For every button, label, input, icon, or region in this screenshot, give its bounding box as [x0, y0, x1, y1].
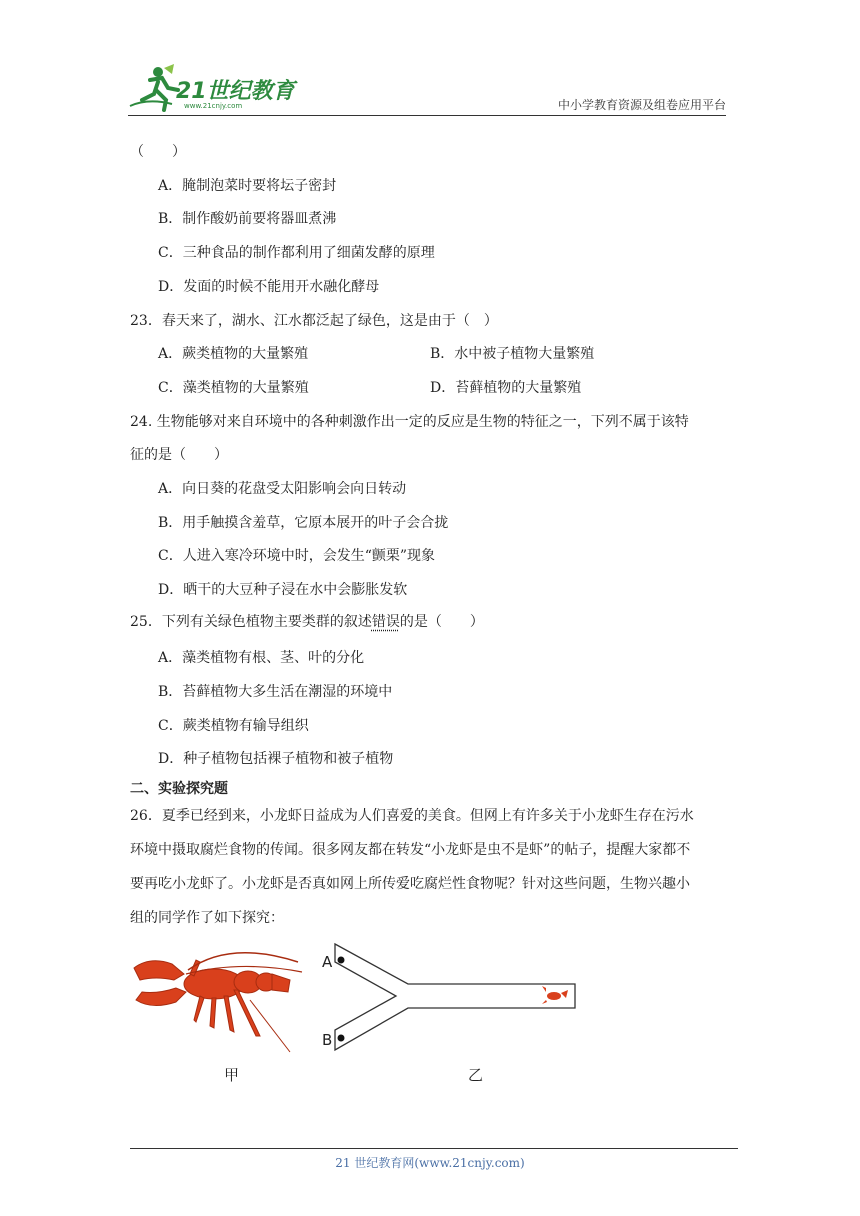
q24-stem-line2: 征的是（ ）	[130, 447, 228, 463]
q25-option-d: D．种子植物包括裸子植物和被子植物	[158, 751, 394, 767]
q25-stem	[130, 612, 484, 632]
q25-stem-pre: 25．下列有关绿色植物主要类群的叙述	[130, 614, 372, 630]
q25-option-b: B．苔藓植物大多生活在潮湿的环境中	[158, 684, 393, 700]
q23-option-d: D．苔藓植物的大量繁殖	[430, 380, 582, 396]
y-maze-diagram	[320, 940, 590, 1065]
experiment-figure	[130, 940, 590, 1090]
q26-line-4: 组的同学作了如下探究：	[130, 910, 284, 926]
footer-divider	[130, 1148, 738, 1149]
q22-option-b: B．制作酸奶前要将器皿煮沸	[158, 211, 337, 227]
q26-line-1: 26．夏季已经到来，小龙虾日益成为人们喜爱的美食。但网上有许多关于小龙虾生存在污水	[130, 808, 694, 824]
q22-option-a: A．腌制泡菜时要将坛子密封	[158, 178, 337, 194]
q25-option-c: C．蕨类植物有输导组织	[158, 718, 309, 734]
q23-option-a: A．蕨类植物的大量繁殖	[158, 346, 309, 362]
q24-option-d: D．晒干的大豆种子浸在水中会膨胀发软	[158, 582, 408, 598]
point-a-label: A	[322, 953, 333, 971]
q24-option-a: A．向日葵的花盘受太阳影响会向日转动	[158, 481, 407, 497]
site-logo	[128, 60, 298, 114]
q25-option-a: A．藻类植物有根、茎、叶的分化	[158, 650, 365, 666]
q23-stem: 23．春天来了，湖水、江水都泛起了绿色，这是由于（ ）	[130, 313, 498, 329]
figure-caption-yi: 乙	[468, 1066, 484, 1084]
q23-option-b: B．水中被子植物大量繁殖	[430, 346, 595, 362]
logo-url: www.21cnjy.com	[184, 102, 243, 110]
q25-stem-post: 的是（ ）	[399, 614, 484, 630]
q23-option-c: C．藻类植物的大量繁殖	[158, 380, 309, 396]
logo-text: 21世纪教育	[176, 79, 295, 104]
q22-option-c: C．三种食品的制作都利用了细菌发酵的原理	[158, 245, 435, 261]
header-divider	[128, 115, 726, 116]
platform-name: 中小学教育资源及组卷应用平台	[557, 98, 726, 112]
point-b-label: B	[322, 1031, 333, 1049]
footer-link[interactable]: 21 世纪教育网(www.21cnjy.com)	[335, 1156, 525, 1170]
q26-line-3: 要再吃小龙虾了。小龙虾是否真如网上所传爱吃腐烂性食物呢？针对这些问题，生物兴趣小	[130, 876, 690, 892]
q25-stem-emphasis: 错误	[371, 614, 400, 630]
figure-caption-jia: 甲	[224, 1066, 240, 1084]
section-title: 二、实验探究题	[130, 781, 228, 797]
q22-option-d: D．发面的时候不能用开水融化酵母	[158, 279, 380, 295]
q24-stem-line1: 24. 生物能够对来自环境中的各种刺激作出一定的反应是生物的特征之一，下列不属于该特	[130, 414, 689, 430]
q24-option-c: C．人进入寒冷环境中时，会发生“颤栗”现象	[158, 548, 436, 564]
q26-line-2: 环境中摄取腐烂食物的传闻。很多网友都在转发“小龙虾是虫不是虾”的帖子，提醒大家都不	[130, 842, 691, 858]
crayfish-photo	[130, 940, 305, 1055]
q22-stem-tail: （ ）	[130, 144, 186, 160]
page-header	[128, 60, 726, 116]
q24-option-b: B．用手触摸含羞草，它原本展开的叶子会合拢	[158, 515, 449, 531]
